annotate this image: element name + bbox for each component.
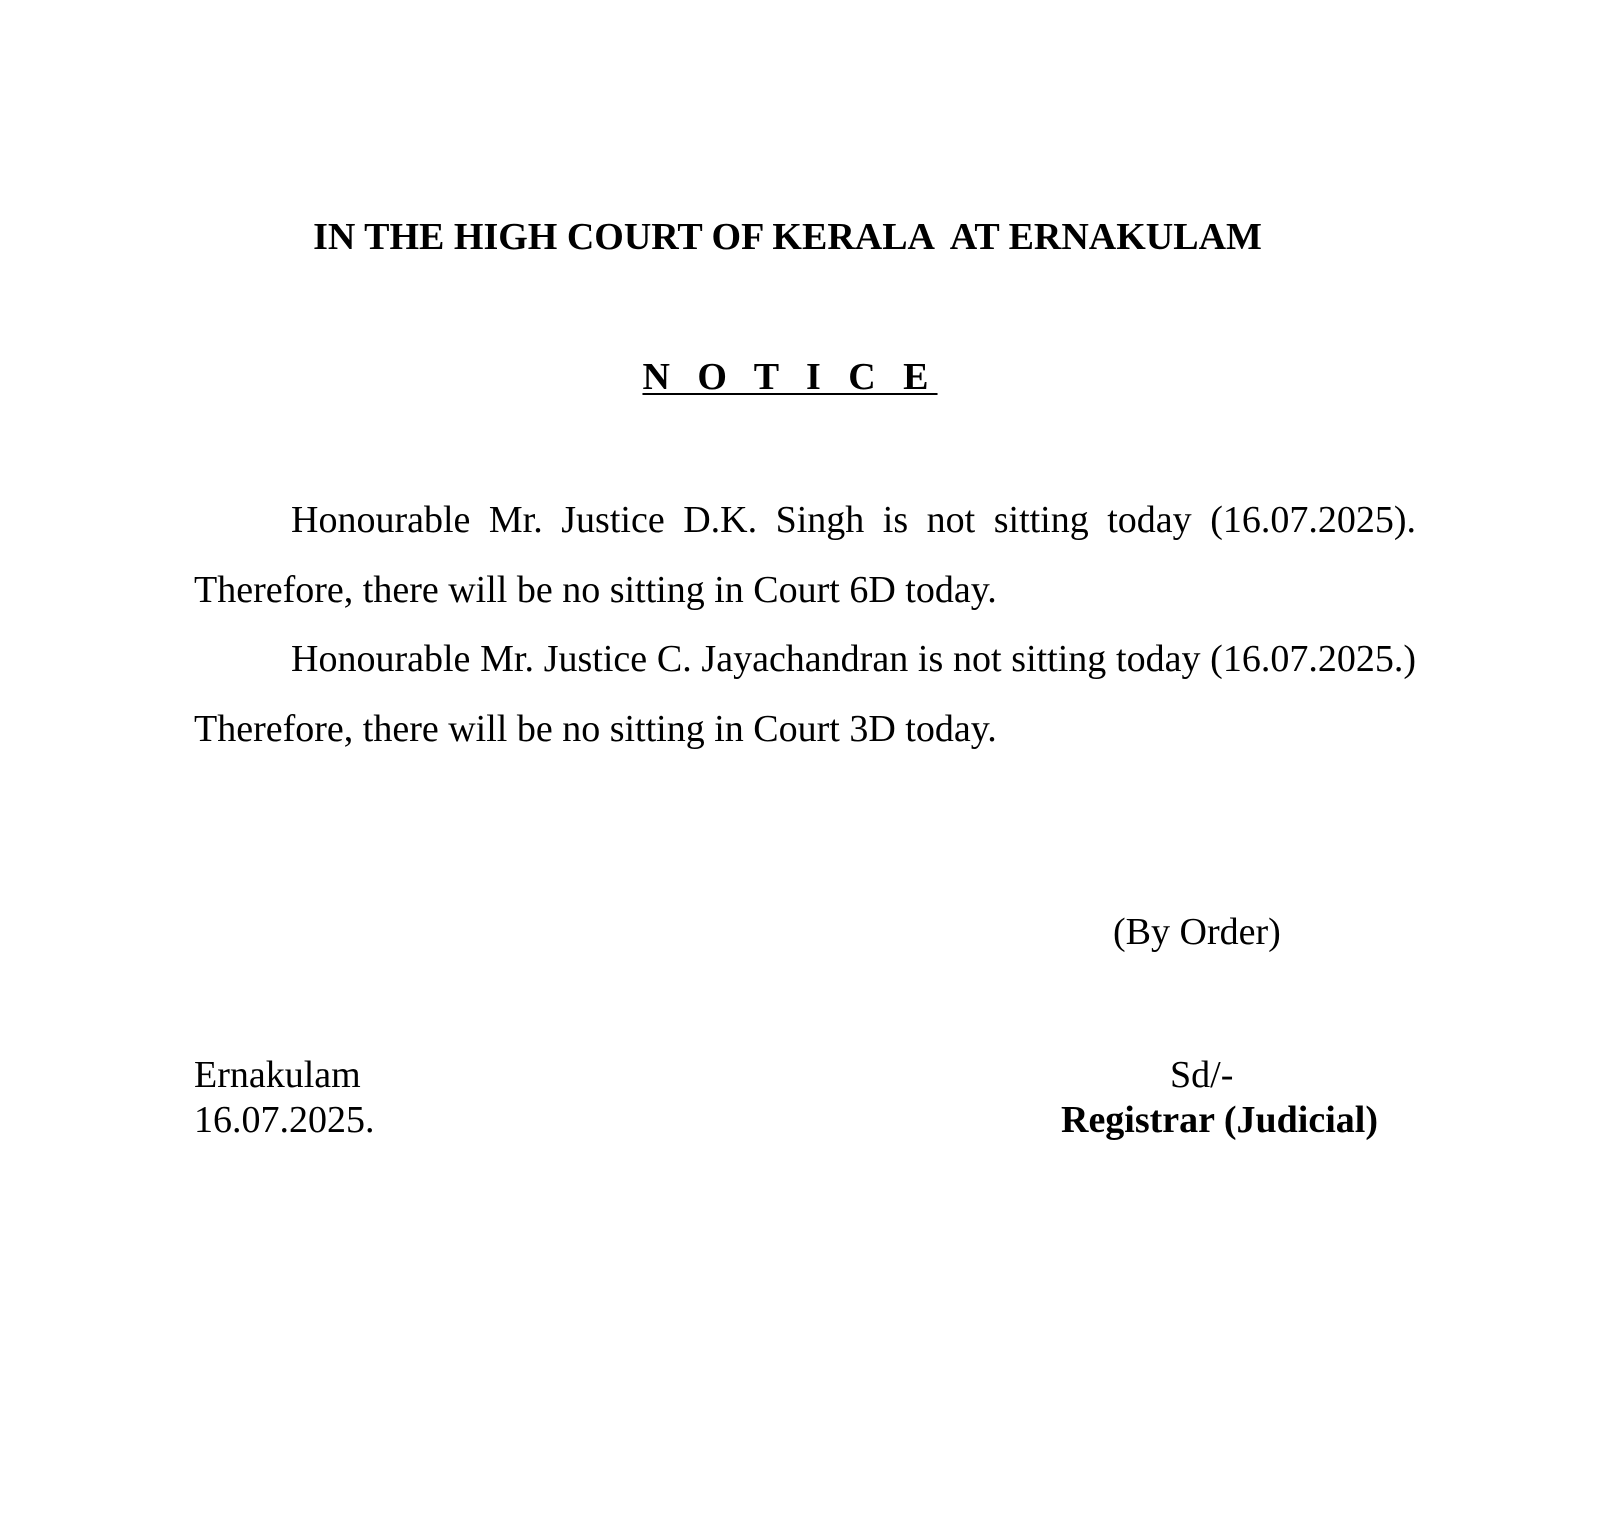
registrar-designation: Registrar (Judicial) (1061, 1099, 1378, 1141)
court-title: IN THE HIGH COURT OF KERALA AT ERNAKULAM (313, 216, 1262, 258)
date-label: 16.07.2025. (194, 1099, 375, 1141)
signature-label: Sd/- (1170, 1054, 1234, 1096)
notice-heading-text: N O T I C E (642, 356, 938, 398)
by-order-label: (By Order) (1113, 911, 1281, 953)
place-label: Ernakulam (194, 1054, 361, 1096)
notice-paragraph-2: Honourable Mr. Justice C. Jayachandran is not sitting today (16.07.2025.) Therefore, there will be no sitting in Court 3D today. (194, 638, 1416, 750)
notice-paragraph-1: Honourable Mr. Justice D.K. Singh is not sitting today (16.07.2025). Therefore, there will be no sitting in Court 6D today. (194, 499, 1416, 611)
notice-heading (0, 355, 1600, 399)
